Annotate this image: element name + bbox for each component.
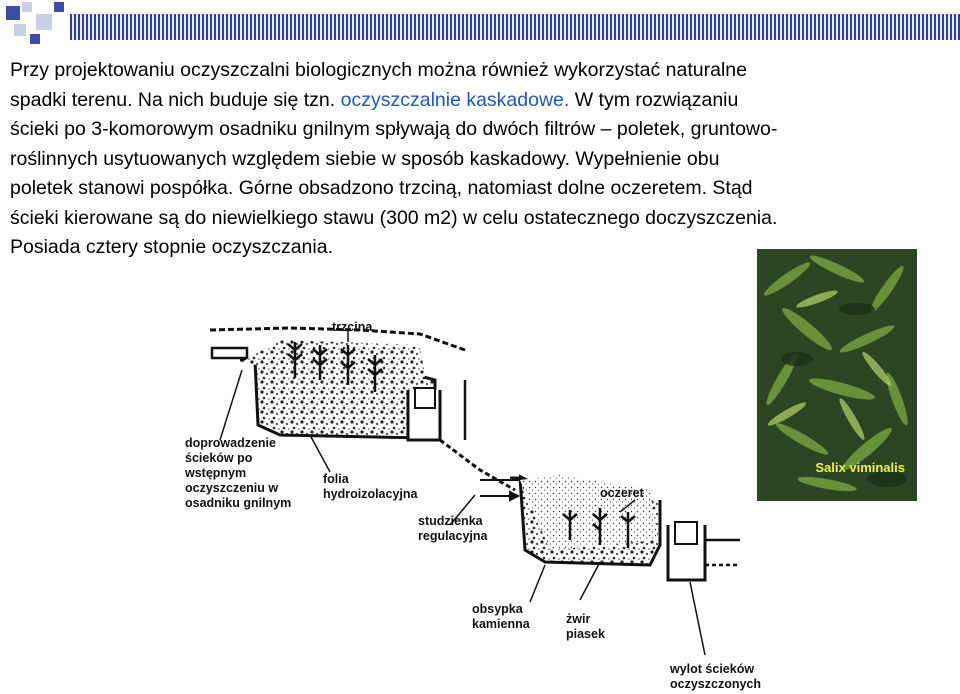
label-oczeret: oczeret bbox=[600, 486, 644, 500]
text-line: roślinnych usytuowanych względem siebie w sposób kaskadowy. Wypełnienie obu bbox=[10, 147, 720, 170]
salix-photo bbox=[757, 249, 917, 501]
label-trzcina: trzcina bbox=[332, 320, 373, 334]
label-wylot: wylot ścieków oczyszczonych bbox=[670, 662, 762, 691]
header-stripe-bar bbox=[70, 14, 960, 40]
label-folia: folia hydroizolacyjna bbox=[323, 472, 418, 501]
text-line: ścieki po 3-komorowym osadniku gnilnym spływają do dwóch filtrów – poletek, gruntowo- bbox=[10, 118, 778, 140]
text-line: Przy projektowaniu oczyszczalni biologicznych można również wykorzystać naturalne bbox=[10, 59, 747, 81]
label-zwir-piasek: żwir piasek bbox=[566, 612, 605, 641]
slide-body-text bbox=[10, 56, 955, 263]
highlighted-term: oczyszczalnie kaskadowe. bbox=[340, 88, 570, 111]
text-line: Posiada cztery stopnie oczyszczania. bbox=[10, 236, 333, 258]
cascade-treatment-diagram bbox=[180, 300, 780, 694]
photo-caption: Salix viminalis bbox=[815, 460, 905, 475]
text-line: spadki terenu. Na nich buduje się tzn. oczyszczalnie kaskadowe. W tym rozwiązaniu bbox=[10, 88, 739, 111]
label-studzienka: studzienka regulacyjna bbox=[418, 514, 488, 543]
text-line: poletek stanowi pospółka. Górne obsadzono trzciną, natomiast dolne oczeretem. Stąd bbox=[10, 177, 753, 199]
slide-header-decoration bbox=[0, 0, 960, 48]
text-line: ścieki kierowane są do niewielkiego stawu (300 m2) w celu ostatecznego doczyszczenia. bbox=[10, 206, 778, 229]
label-doprowadzenie: doprowadzenie ścieków po wstępnym oczyszczeniu w osadniku gnilnym bbox=[185, 436, 292, 510]
label-obsypka: obsypka kamienna bbox=[472, 602, 530, 631]
